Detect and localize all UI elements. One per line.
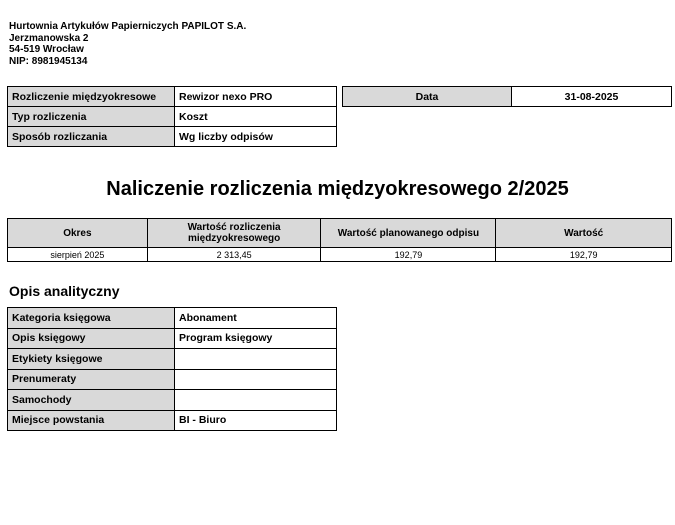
- company-street: Jerzmanowska 2: [9, 32, 89, 44]
- analytic-label: Etykiety księgowe: [8, 349, 175, 370]
- analytic-value: BI - Biuro: [175, 410, 337, 431]
- company-header: [9, 21, 246, 67]
- info-value: Wg liczby odpisów: [175, 127, 337, 147]
- analytic-row: [8, 390, 337, 411]
- analytic-label: Prenumeraty: [8, 369, 175, 390]
- info-row: [8, 127, 337, 147]
- analytic-label: Opis księgowy: [8, 328, 175, 349]
- column-header-value: Wartość: [496, 219, 672, 248]
- column-header-accrual-value: Wartość rozliczenia międzyokresowego: [147, 219, 321, 248]
- company-nip: NIP: 8981945134: [9, 55, 88, 67]
- date-row: [343, 87, 672, 107]
- cell-accrual-value: 2 313,45: [147, 248, 321, 262]
- info-row: [8, 107, 337, 127]
- analytic-value: [175, 349, 337, 370]
- analytic-label: Samochody: [8, 390, 175, 411]
- analytic-row: [8, 328, 337, 349]
- date-table: [342, 86, 672, 107]
- cell-value: 192,79: [496, 248, 672, 262]
- date-label: Data: [343, 87, 512, 107]
- table-header-row: [8, 219, 672, 248]
- company-name: Hurtownia Artykułów Papierniczych PAPILOT S.A.: [9, 21, 247, 32]
- info-row: [8, 87, 337, 107]
- analytic-label: Kategoria księgowa: [8, 308, 175, 329]
- cell-planned-value: 192,79: [321, 248, 496, 262]
- analytic-row: [8, 410, 337, 431]
- analytic-value: Abonament: [175, 308, 337, 329]
- analytic-row: [8, 369, 337, 390]
- info-label: Rozliczenie międzyokresowe: [8, 87, 175, 107]
- cell-period: sierpień 2025: [8, 248, 148, 262]
- analytic-section-title: Opis analityczny: [9, 283, 120, 299]
- info-label: Sposób rozliczania: [8, 127, 175, 147]
- column-header-period: Okres: [8, 219, 148, 248]
- analytic-label: Miejsce powstania: [8, 410, 175, 431]
- analytic-value: [175, 369, 337, 390]
- analytic-row: [8, 308, 337, 329]
- accrual-table: [7, 218, 672, 262]
- analytic-value: [175, 390, 337, 411]
- info-label: Typ rozliczenia: [8, 107, 175, 127]
- company-city: 54-519 Wrocław: [9, 44, 84, 56]
- info-value: Koszt: [175, 107, 337, 127]
- analytic-value: Program księgowy: [175, 328, 337, 349]
- info-value: Rewizor nexo PRO: [175, 87, 337, 107]
- column-header-planned-value: Wartość planowanego odpisu: [321, 219, 496, 248]
- table-row: [8, 248, 672, 262]
- analytic-row: [8, 349, 337, 370]
- analytic-table: [7, 307, 337, 431]
- document-title: Naliczenie rozliczenia międzyokresowego 2/2025: [106, 178, 569, 200]
- date-value: 31-08-2025: [512, 87, 672, 107]
- settlement-info-table: [7, 86, 337, 147]
